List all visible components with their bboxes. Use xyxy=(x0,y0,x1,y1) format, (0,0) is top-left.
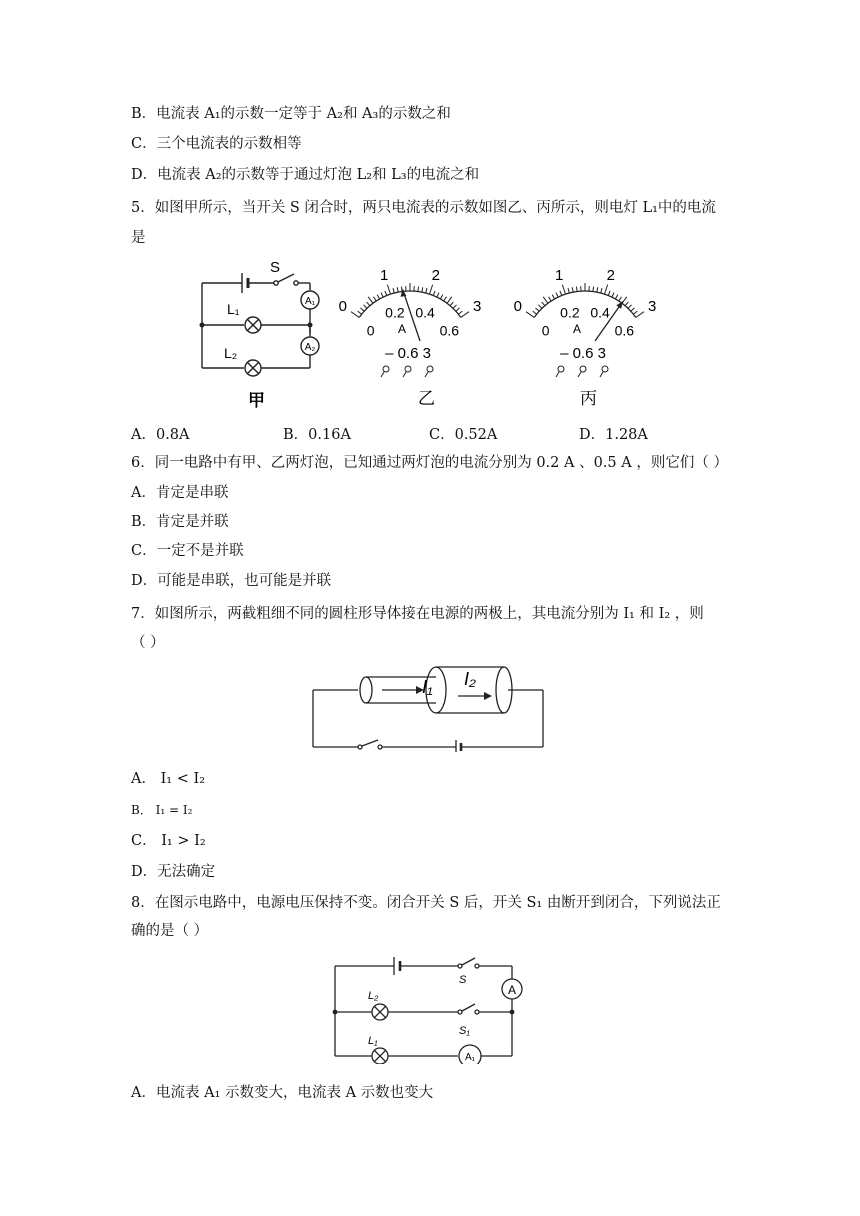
dial-tick xyxy=(381,293,383,298)
dial-tick xyxy=(533,311,537,314)
q8-label-l1: L₁ xyxy=(368,1035,378,1047)
dial-tick xyxy=(597,287,598,292)
dial-tick xyxy=(447,297,452,303)
terminal-post-leg xyxy=(578,372,581,377)
dial-tick xyxy=(612,293,614,298)
dial-tick xyxy=(358,311,362,314)
dial-tick xyxy=(549,297,552,301)
q7-stem-line2: （ ） xyxy=(131,635,165,651)
dial-tick xyxy=(543,297,548,303)
q8-label-a: A xyxy=(507,983,517,997)
terminal-post xyxy=(558,366,564,372)
dial-bottom-label: 0 xyxy=(541,322,550,339)
dial-tick xyxy=(605,285,608,294)
terminal-post xyxy=(383,366,389,372)
dial-tick xyxy=(387,285,390,294)
dial-tick xyxy=(542,302,545,306)
label-i1: I₁ xyxy=(422,677,433,697)
dial-tick xyxy=(377,295,379,299)
terminal-post-leg xyxy=(556,372,559,377)
q8-label-s: S xyxy=(459,974,467,986)
q7-figure xyxy=(308,660,548,752)
dial-top-label: 0 xyxy=(513,297,523,315)
dial-tick xyxy=(538,305,541,309)
dial-tick xyxy=(393,288,394,293)
q8-figure xyxy=(330,954,530,1064)
dial-tick xyxy=(458,311,462,314)
dial-tick xyxy=(433,291,435,296)
q5-option-d: D．1.28A xyxy=(579,427,648,443)
dial-tick xyxy=(450,302,453,306)
q5-circuit-jia xyxy=(202,273,319,376)
label-yi: 乙 xyxy=(418,389,435,408)
q5-option-b: B．0.16A xyxy=(283,427,351,443)
dial-tick xyxy=(456,308,460,311)
terminal-post-leg xyxy=(381,372,384,377)
dial-tick xyxy=(608,291,610,296)
dial-tick xyxy=(401,287,402,292)
dial-tick xyxy=(576,287,577,292)
label-ammeter2: A₂ xyxy=(304,342,316,353)
dial-terminals: – 0.6 3 xyxy=(385,345,431,362)
dial-bottom-label: 0.6 xyxy=(614,322,635,339)
dial-bottom-label: 0.2 xyxy=(385,304,405,321)
dial-tick xyxy=(437,293,439,298)
dial-tick xyxy=(562,285,565,294)
q8-label-l2: L₂ xyxy=(368,990,379,1002)
q8-stem-line1: 8．在图示电路中，电源电压保持不变。闭合开关 S 后，开关 S₁ 由断开到闭合，下列说法正 xyxy=(131,895,721,911)
terminal-post xyxy=(405,366,411,372)
terminal-post-leg xyxy=(403,372,406,377)
dial-bottom-label: 0.6 xyxy=(439,322,460,339)
q5-option-c: C．0.52A xyxy=(429,427,498,443)
dial-tick xyxy=(615,295,617,299)
q5-options xyxy=(131,423,751,445)
dial-tick xyxy=(625,302,628,306)
dial-tick xyxy=(619,297,622,301)
label-lamp2: L₂ xyxy=(224,345,238,361)
q7-switch-lever xyxy=(362,740,378,746)
terminal-post xyxy=(580,366,586,372)
dial-tick xyxy=(368,297,373,303)
dial-bottom-label: 0 xyxy=(366,322,375,339)
q8-option-a: A．电流表 A₁ 示数变大，电流表 A 示数也变大 xyxy=(131,1085,434,1101)
q8-label-s1: S₁ xyxy=(459,1025,470,1037)
dial-tick xyxy=(360,308,364,311)
q7-option-a: A． I₁ < I₂ xyxy=(131,771,206,787)
dial-bottom-label: 0.4 xyxy=(590,304,610,321)
dial-tick xyxy=(453,305,456,309)
dial-arc xyxy=(359,291,461,317)
dial-needle-head xyxy=(616,301,623,308)
label-jia: 甲 xyxy=(248,391,265,410)
switch-lever xyxy=(278,274,294,282)
dial-top-label: 2 xyxy=(431,267,440,285)
label-lamp1: L₁ xyxy=(227,301,240,317)
ammeter-dial-bing xyxy=(514,267,657,377)
q8-switch-s1 xyxy=(458,1010,462,1014)
q6-stem: 6．同一电路中有甲、乙两灯泡，已知通过两灯泡的电流分别为 0.2 A 、0.5 A ，则它们（ ） xyxy=(131,455,728,471)
dial-tick xyxy=(426,288,427,293)
dial-bottom-label: 0.2 xyxy=(560,304,580,321)
dial-top-label: 1 xyxy=(555,267,564,285)
q4-option-c: C．三个电流表的示数相等 xyxy=(131,136,302,152)
label-i2: I₂ xyxy=(464,669,476,689)
terminal-post xyxy=(427,366,433,372)
terminal-post-leg xyxy=(425,372,428,377)
dial-tick xyxy=(560,291,562,296)
q8-switch-s xyxy=(458,964,462,968)
q7-option-d: D．无法确定 xyxy=(131,864,216,880)
dial-tick xyxy=(461,312,469,318)
q4-option-b: B．电流表 A₁的示数一定等于 A₂和 A₃的示数之和 xyxy=(131,106,451,122)
terminal-post xyxy=(602,366,608,372)
label-switch: S xyxy=(270,259,281,276)
q8-stem-line2: 确的是（ ） xyxy=(131,923,209,939)
dial-bottom-label: 0.4 xyxy=(415,304,435,321)
dial-tick xyxy=(601,288,602,293)
q8-label-a1: A₁ xyxy=(464,1052,476,1063)
dial-tick xyxy=(430,285,433,294)
dial-tick xyxy=(374,297,377,301)
q7-stem-line1: 7．如图所示，两截粗细不同的圆柱形导体接在电源的两极上，其电流分别为 I₁ 和 I₂ ，则 xyxy=(131,606,704,622)
dial-tick xyxy=(351,312,359,318)
dial-unit: A xyxy=(397,322,407,336)
q7-option-b: B． I₁ = I₂ xyxy=(131,803,193,817)
dial-tick xyxy=(422,287,423,292)
q6-option-a: A．肯定是串联 xyxy=(131,485,229,501)
q6-option-b: B．肯定是并联 xyxy=(131,514,229,530)
ammeter-dial-yi xyxy=(339,267,482,377)
dial-unit: A xyxy=(572,322,582,336)
dial-tick xyxy=(628,305,631,309)
dial-tick xyxy=(367,302,370,306)
dial-tick xyxy=(535,308,539,311)
q5-stem-line2: 是 xyxy=(131,230,146,246)
dial-tick xyxy=(526,312,534,318)
dial-top-label: 1 xyxy=(380,267,389,285)
dial-top-label: 2 xyxy=(606,267,615,285)
dial-tick xyxy=(444,297,447,301)
q7-switch-contact xyxy=(358,745,362,749)
switch-contact xyxy=(274,281,278,285)
q6-option-c: C．一定不是并联 xyxy=(131,543,244,559)
terminal-post-leg xyxy=(600,372,603,377)
dial-tick xyxy=(593,287,594,292)
dial-top-label: 3 xyxy=(472,297,482,315)
dial-tick xyxy=(397,287,398,292)
dial-tick xyxy=(633,311,637,314)
q4-option-d: D．电流表 A₂的示数等于通过灯泡 L₂和 L₃的电流之和 xyxy=(131,167,480,183)
dial-tick xyxy=(385,291,387,296)
q5-figure xyxy=(190,258,670,418)
q5-stem-line1: 5．如图甲所示，当开关 S 闭合时，两只电流表的示数如图乙、丙所示，则电灯 L₁中的电流 xyxy=(131,200,716,216)
q7-option-c: C． I₁ > I₂ xyxy=(131,833,206,849)
dial-tick xyxy=(556,293,558,298)
label-ammeter1: A₁ xyxy=(304,296,316,307)
label-bing: 丙 xyxy=(580,389,597,408)
dial-terminals: – 0.6 3 xyxy=(560,345,606,362)
dial-top-label: 3 xyxy=(647,297,657,315)
dial-tick xyxy=(636,312,644,318)
dial-tick xyxy=(631,308,635,311)
dial-tick xyxy=(440,295,442,299)
dial-tick xyxy=(572,287,573,292)
dial-top-label: 0 xyxy=(338,297,348,315)
q6-option-d: D．可能是串联，也可能是并联 xyxy=(131,573,332,589)
dial-tick xyxy=(568,288,569,293)
q5-option-a: A．0.8A xyxy=(131,427,190,443)
dial-tick xyxy=(363,305,366,309)
dial-tick xyxy=(418,287,419,292)
dial-tick xyxy=(552,295,554,299)
